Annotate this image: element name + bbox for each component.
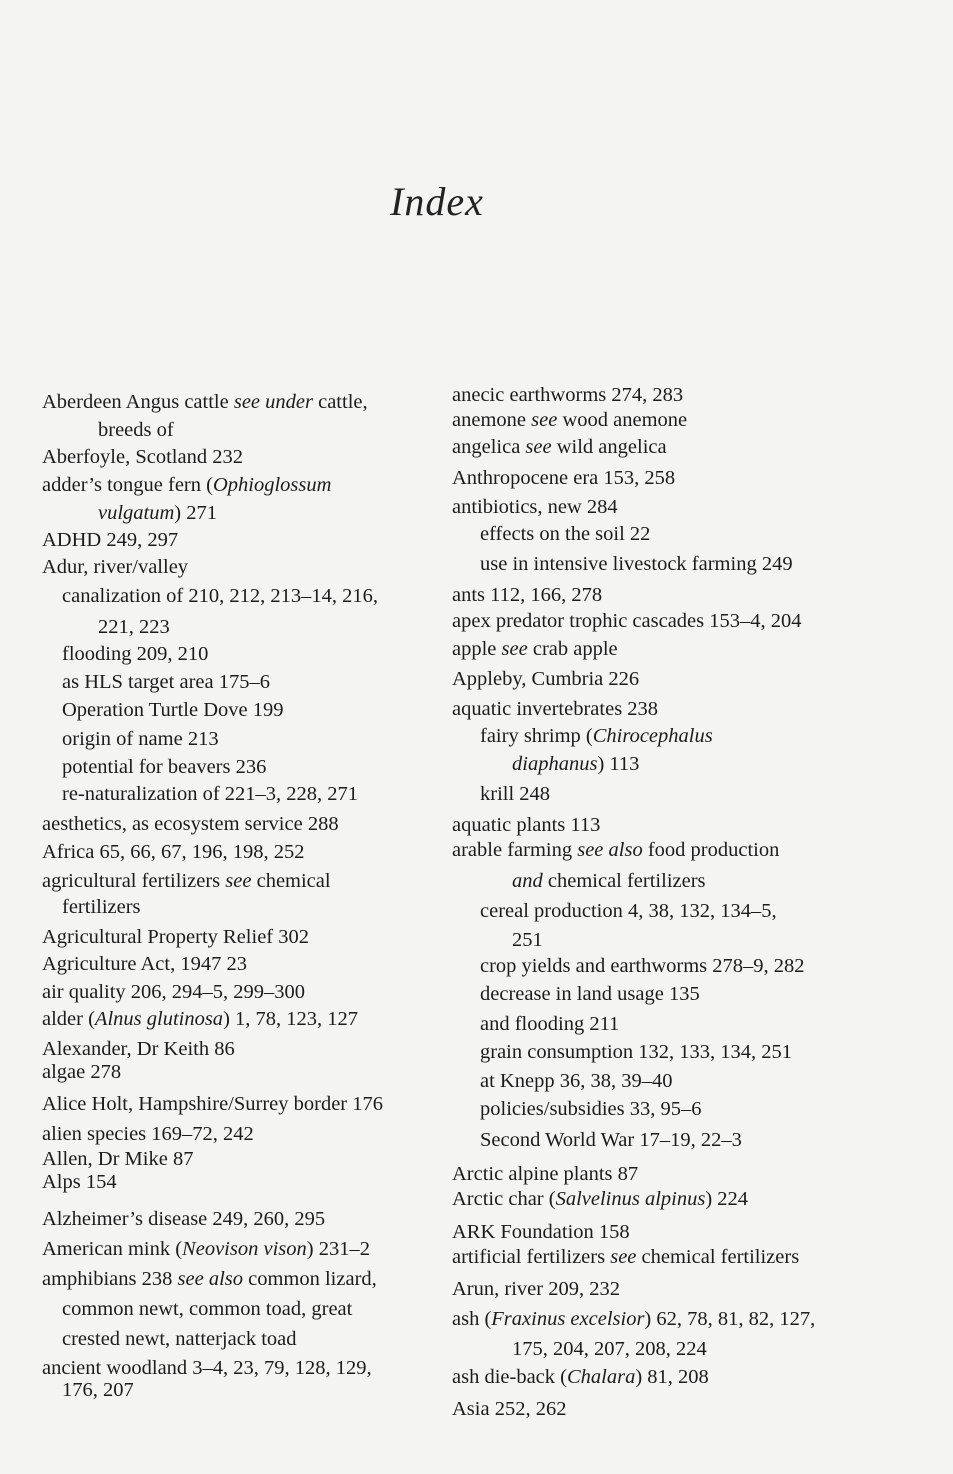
italic-text: see: [610, 1246, 637, 1268]
entry-text: arable farming: [452, 839, 578, 861]
index-entry: [42, 530, 178, 551]
entry-text: Arun, river 209, 232: [452, 1278, 620, 1300]
italic-text: Fraxinus excelsior: [491, 1308, 645, 1330]
entry-text: apple: [452, 638, 502, 660]
index-entry: [452, 410, 687, 431]
index-entry: [480, 1130, 742, 1151]
index-entry: [452, 437, 667, 458]
entry-text: Aberdeen Angus cattle: [42, 391, 234, 413]
index-entry: [42, 1124, 254, 1145]
entry-text: origin of name 213: [62, 728, 219, 750]
entry-text: aesthetics, as ecosystem service 288: [42, 813, 339, 835]
index-entry: [62, 1329, 297, 1350]
entry-text: crab apple: [527, 638, 618, 660]
index-entry: [480, 1042, 792, 1063]
index-entry: [452, 840, 779, 861]
index-entry: [62, 784, 358, 805]
entry-text: Appleby, Cumbria 226: [452, 668, 640, 690]
entry-text: ) 81, 208: [635, 1366, 709, 1388]
entry-text: krill 248: [480, 783, 551, 805]
italic-text: see: [531, 409, 558, 431]
entry-text: aquatic plants 113: [452, 814, 601, 836]
index-entry: [98, 420, 174, 441]
entry-text: policies/subsidies 33, 95–6: [480, 1098, 702, 1120]
index-entry: [452, 1247, 799, 1268]
entry-text: Alexander, Dr Keith 86: [42, 1038, 235, 1060]
entry-text: common lizard,: [243, 1268, 377, 1290]
entry-text: Aberfoyle, Scotland 232: [42, 446, 243, 468]
index-entry: [480, 554, 793, 575]
index-entry: [42, 447, 243, 468]
index-entry: [452, 1279, 620, 1300]
entry-text: amphibians 238: [42, 1268, 178, 1290]
italic-text: Alnus glutinosa: [94, 1008, 224, 1030]
entry-text: apex predator trophic cascades 153–4, 204: [452, 610, 802, 632]
italic-text: see: [225, 870, 252, 892]
entry-text: Alice Holt, Hampshire/Surrey border 176: [42, 1093, 384, 1115]
entry-text: chemical: [251, 870, 331, 892]
index-entry: [98, 503, 217, 524]
entry-text: aquatic invertebrates 238: [452, 698, 659, 720]
index-entry: [480, 1071, 672, 1092]
index-entry: [62, 729, 219, 750]
entry-text: cereal production 4, 38, 132, 134–5,: [480, 900, 777, 922]
index-entry: [512, 871, 706, 892]
entry-text: ash (: [452, 1308, 492, 1330]
entry-text: Africa 65, 66, 67, 196, 198, 252: [42, 841, 305, 863]
entry-text: effects on the soil 22: [480, 523, 651, 545]
entry-text: 251: [512, 929, 543, 951]
italic-text: Salvelinus alpinus: [555, 1188, 706, 1210]
italic-text: see also: [177, 1268, 243, 1290]
entry-text: ants 112, 166, 278: [452, 584, 603, 606]
index-entry: [42, 475, 331, 496]
entry-text: decrease in land usage 135: [480, 983, 700, 1005]
entry-text: 176, 207: [62, 1379, 134, 1401]
page-title: Index: [390, 179, 484, 224]
entry-text: ) 271: [174, 502, 217, 524]
index-entry: [480, 956, 805, 977]
entry-text: chemical fertilizers: [636, 1246, 800, 1268]
index-entry: [62, 1380, 134, 1401]
entry-text: ) 113: [597, 753, 640, 775]
entry-text: alder (: [42, 1008, 95, 1030]
entry-text: Agricultural Property Relief 302: [42, 926, 310, 948]
entry-text: Agriculture Act, 1947 23: [42, 953, 247, 975]
index-entry: [42, 1358, 372, 1379]
entry-text: ancient woodland 3–4, 23, 79, 128, 129,: [42, 1357, 372, 1379]
italic-text: vulgatum: [98, 502, 175, 524]
index-entry: [42, 982, 305, 1003]
index-entry: [42, 954, 247, 975]
entry-text: alien species 169–72, 242: [42, 1123, 254, 1145]
italic-text: diaphanus: [512, 753, 598, 775]
entry-text: crested newt, natterjack toad: [62, 1328, 297, 1350]
entry-text: Alps 154: [42, 1171, 117, 1193]
index-entry: [452, 639, 618, 660]
index-entry: [42, 1172, 117, 1193]
entry-text: agricultural fertilizers: [42, 870, 226, 892]
index-entry: [42, 927, 309, 948]
italic-text: see under: [233, 391, 313, 413]
entry-text: grain consumption 132, 133, 134, 251: [480, 1041, 793, 1063]
entry-text: and flooding 211: [480, 1013, 620, 1035]
entry-text: Second World War 17–19, 22–3: [480, 1129, 742, 1151]
entry-text: algae 278: [42, 1061, 122, 1083]
entry-text: chemical fertilizers: [542, 870, 706, 892]
index-entry: [512, 754, 639, 775]
index-entry: [42, 1239, 370, 1260]
entry-text: 175, 204, 207, 208, 224: [512, 1338, 707, 1360]
index-entry: [42, 1269, 377, 1290]
index-entry: [42, 1009, 358, 1030]
entry-text: Alzheimer’s disease 249, 260, 295: [42, 1208, 326, 1230]
index-entry: [452, 585, 602, 606]
entry-text: common newt, common toad, great: [62, 1298, 353, 1320]
index-entry: [42, 1149, 193, 1170]
index-entry: [42, 392, 368, 413]
index-entry: [62, 644, 208, 665]
index-entry: [452, 497, 618, 518]
entry-text: air quality 206, 294–5, 299–300: [42, 981, 306, 1003]
entry-text: cattle,: [312, 391, 368, 413]
index-entry: [42, 1062, 121, 1083]
entry-text: 221, 223: [98, 616, 170, 638]
entry-text: angelica: [452, 436, 526, 458]
index-entry: [512, 930, 543, 951]
entry-text: at Knepp 36, 38, 39–40: [480, 1070, 673, 1092]
index-entry: [452, 1164, 638, 1185]
entry-text: anecic earthworms 274, 283: [452, 384, 684, 406]
italic-text: Neovison vison: [182, 1238, 307, 1260]
entry-text: use in intensive livestock farming 249: [480, 553, 793, 575]
entry-text: fairy shrimp (: [480, 725, 593, 747]
entry-text: crop yields and earthworms 278–9, 282: [480, 955, 805, 977]
entry-text: anemone: [452, 409, 532, 431]
index-entry: [452, 815, 600, 836]
entry-text: Asia 252, 262: [452, 1398, 567, 1420]
index-entry: [42, 1039, 235, 1060]
entry-text: ARK Foundation 158: [452, 1221, 630, 1243]
index-entry: [452, 699, 658, 720]
index-entry: [512, 1339, 707, 1360]
index-entry: [452, 1399, 566, 1420]
italic-text: Ophioglossum: [212, 474, 332, 496]
entry-text: canalization of 210, 212, 213–14, 216,: [62, 585, 378, 607]
italic-text: see also: [577, 839, 643, 861]
index-entry: [480, 1014, 619, 1035]
entry-text: artificial fertilizers: [452, 1246, 611, 1268]
index-entry: [62, 700, 284, 721]
italic-text: see: [525, 436, 552, 458]
index-entry: [42, 842, 304, 863]
index-entry: [62, 757, 266, 778]
entry-text: Adur, river/valley: [42, 556, 189, 578]
entry-text: ) 62, 78, 81, 82, 127,: [644, 1308, 816, 1330]
index-entry: [452, 385, 683, 406]
entry-text: flooding 209, 210: [62, 643, 209, 665]
index-entry: [62, 586, 378, 607]
entry-text: ) 224: [705, 1188, 749, 1210]
index-entry: [452, 611, 802, 632]
index-entry: [480, 901, 777, 922]
index-entry: [62, 1299, 352, 1320]
entry-text: re-naturalization of 221–3, 228, 271: [62, 783, 359, 805]
index-entry: [42, 871, 331, 892]
entry-text: Operation Turtle Dove 199: [62, 699, 284, 721]
italic-text: and: [512, 870, 543, 892]
index-entry: [480, 726, 713, 747]
entry-text: food production: [642, 839, 780, 861]
entry-text: adder’s tongue fern (: [42, 474, 213, 496]
entry-text: ) 1, 78, 123, 127: [223, 1008, 359, 1030]
index-entry: [452, 669, 639, 690]
italic-text: Chalara: [566, 1366, 636, 1388]
entry-text: ADHD 249, 297: [42, 529, 179, 551]
index-entry: [42, 557, 188, 578]
entry-text: Anthropocene era 153, 258: [452, 467, 676, 489]
entry-text: as HLS target area 175–6: [62, 671, 270, 693]
italic-text: Chirocephalus: [592, 725, 713, 747]
index-entry: [480, 524, 650, 545]
entry-text: wild angelica: [551, 436, 667, 458]
entry-text: wood anemone: [557, 409, 688, 431]
entry-text: Arctic char (: [452, 1188, 556, 1210]
entry-text: Allen, Dr Mike 87: [42, 1148, 194, 1170]
index-entry: [62, 672, 270, 693]
index-entry: [452, 1367, 709, 1388]
index-entry: [480, 984, 700, 1005]
index-entry: [42, 1094, 383, 1115]
index-entry: [452, 1309, 815, 1330]
entry-text: breeds of: [98, 419, 174, 441]
index-entry: [452, 1189, 748, 1210]
index-entry: [480, 784, 550, 805]
entry-text: antibiotics, new 284: [452, 496, 618, 518]
entry-text: ) 231–2: [306, 1238, 370, 1260]
index-entry: [480, 1099, 702, 1120]
entry-text: fertilizers: [62, 896, 141, 918]
index-entry: [42, 1209, 325, 1230]
index-entry: [98, 617, 170, 638]
italic-text: see: [501, 638, 528, 660]
index-entry: [452, 468, 675, 489]
index-entry: [42, 814, 339, 835]
entry-text: potential for beavers 236: [62, 756, 267, 778]
index-entry: [452, 1222, 630, 1243]
entry-text: Arctic alpine plants 87: [452, 1163, 639, 1185]
index-entry: [62, 897, 141, 918]
entry-text: ash die-back (: [452, 1366, 567, 1388]
entry-text: American mink (: [42, 1238, 183, 1260]
